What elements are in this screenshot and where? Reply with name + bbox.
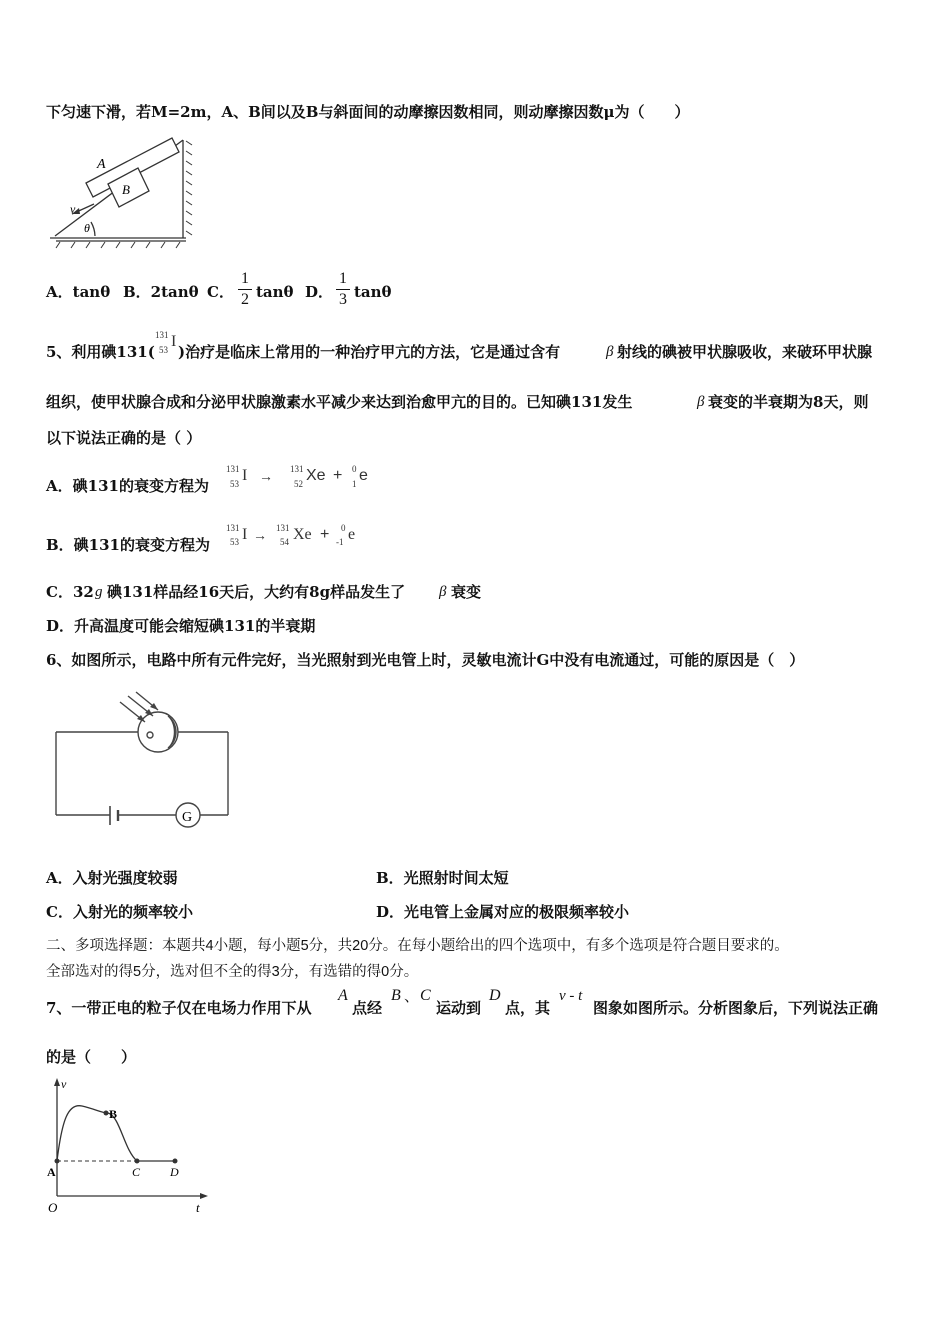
galvanometer-label: G — [182, 810, 193, 825]
q7-sep: 、 — [404, 987, 420, 1005]
eq-plus: + — [333, 467, 343, 484]
eq-xe-atomic: 54 — [280, 537, 289, 547]
eq-xe-mass: 131 — [276, 523, 290, 533]
graph-b-label: B — [109, 1107, 118, 1121]
q5-beta-1: β — [606, 344, 614, 360]
eq-arrow: → — [259, 468, 273, 484]
eq-plus: + — [320, 526, 330, 543]
eq-xe-symbol: Xe — [306, 467, 326, 484]
q7-part5: 图象如图所示。分析图象后，下列说法正确 — [593, 999, 879, 1017]
incline-label-a: A — [97, 157, 106, 172]
eq-i-mass: 131 — [226, 464, 240, 474]
q4-option-b: B．2tanθ — [123, 283, 199, 301]
q4-option-d-fraction — [336, 270, 350, 309]
eq-i-symbol: I — [242, 467, 248, 484]
eq-i-atomic: 53 — [230, 479, 239, 489]
q6-option-b: B．光照射时间太短 — [376, 869, 509, 887]
q5-option-d: D．升高温度可能会缩短碘131的半衰期 — [46, 617, 316, 635]
fraction-denominator: 3 — [339, 291, 347, 308]
q7-line2: 的是（ ） — [46, 1048, 137, 1066]
q5-beta-3: β — [439, 584, 447, 600]
q4-stem: 下匀速下滑，若M=2m，A、B间以及B与斜面间的动摩擦因数相同，则动摩擦因数μ为（ ） — [46, 103, 690, 121]
q5-line2-suffix: 衰变的半衰期为8天，则 — [708, 393, 869, 411]
q7-part2: 点经 — [352, 999, 383, 1017]
q5-option-b-text: B．碘131的衰变方程为 — [46, 536, 210, 554]
q4-option-c-suffix: tanθ — [256, 283, 294, 301]
incline-label-b: B — [122, 182, 130, 197]
fraction-denominator: 2 — [241, 291, 249, 308]
section2-line1: 二、多项选择题：本题共4小题，每小题5分，共20分。在每小题给出的四个选项中，有多个选项是符合题目要求的。 — [46, 938, 789, 954]
q5-option-c-middle: 碘131样品经16天后，大约有8g样品发生了 — [107, 583, 406, 601]
q5-line1-middle: )治疗是临床上常用的一种治疗甲亢的方法，它是通过含有 — [178, 343, 561, 361]
incline-label-theta: θ — [84, 221, 90, 235]
q6-stem: 6、如图所示，电路中所有元件完好，当光照射到光电管上时，灵敏电流计G中没有电流通过，可能的原因是（ ） — [46, 651, 805, 669]
q7-point-c: C — [420, 987, 431, 1004]
q5-line2-prefix: 组织，使甲状腺合成和分泌甲状腺激素水平减少来达到治愈甲亢的目的。已知碘131发生 — [46, 393, 633, 411]
graph-c-label: C — [132, 1165, 141, 1179]
q5-line1-suffix: 射线的碘被甲状腺吸收，来破环甲状腺 — [617, 343, 873, 361]
q5-option-c-suffix: 衰变 — [451, 583, 482, 601]
q4-option-d-suffix: tanθ — [354, 283, 392, 301]
q5-beta-2: β — [697, 394, 705, 410]
q5-option-a-text: A．碘131的衰变方程为 — [46, 477, 209, 495]
q5-iodine-mass: 131 — [155, 330, 169, 340]
graph-v-label: v — [61, 1077, 67, 1091]
q7-part3: 运动到 — [436, 999, 482, 1017]
q7-vt-graph — [0, 0, 220, 1220]
q4-option-c-prefix: C． — [207, 283, 234, 301]
q7-vt: v - t — [559, 988, 583, 1004]
fraction-numerator: 1 — [241, 270, 249, 287]
q7-part4: 点，其 — [505, 999, 551, 1017]
q5-iodine-symbol: I — [171, 333, 177, 350]
graph-origin-label: O — [48, 1200, 58, 1215]
eq-e-atomic: -1 — [336, 537, 344, 547]
q4-option-a: A．tanθ — [46, 283, 111, 301]
eq-i-mass: 131 — [226, 523, 240, 533]
eq-e-symbol: e — [359, 467, 368, 484]
section2-line2: 全部选对的得5分，选对但不全的得3分，有选错的得0分。 — [46, 964, 419, 980]
q7-point-a: A — [338, 987, 348, 1004]
fraction-numerator: 1 — [339, 270, 347, 287]
graph-a-label: A — [47, 1165, 56, 1179]
q7-point-d: D — [489, 987, 501, 1004]
eq-xe-mass: 131 — [290, 464, 304, 474]
q5-line3: 以下说法正确的是（ ） — [46, 429, 202, 447]
eq-arrow: → — [253, 527, 267, 543]
q6-option-d: D．光电管上金属对应的极限频率较小 — [376, 903, 630, 921]
eq-xe-atomic: 52 — [294, 479, 303, 489]
incline-label-v: v — [70, 202, 76, 216]
eq-e-symbol: e — [348, 526, 356, 543]
eq-e-mass: 0 — [352, 464, 357, 474]
q7-part1: 7、一带正电的粒子仅在电场力作用下从 — [46, 999, 312, 1017]
q6-option-a: A．入射光强度较弱 — [46, 869, 178, 887]
q5-line1-prefix: 5、利用碘131( — [46, 343, 155, 361]
eq-i-atomic: 53 — [230, 537, 239, 547]
eq-e-mass: 0 — [341, 523, 346, 533]
graph-t-label: t — [196, 1200, 200, 1215]
q7-point-b: B — [391, 987, 401, 1004]
q5-option-c-prefix: C．32 — [46, 583, 94, 601]
q4-option-d-prefix: D． — [305, 283, 334, 301]
q6-option-c: C．入射光的频率较小 — [46, 903, 193, 921]
q5-option-c-g: g — [95, 584, 103, 600]
q5-iodine-atomic: 53 — [159, 345, 168, 355]
eq-e-atomic: 1 — [352, 479, 357, 489]
graph-d-label: D — [170, 1165, 179, 1179]
eq-xe-symbol: Xe — [293, 526, 312, 543]
eq-i-symbol: I — [242, 526, 248, 543]
